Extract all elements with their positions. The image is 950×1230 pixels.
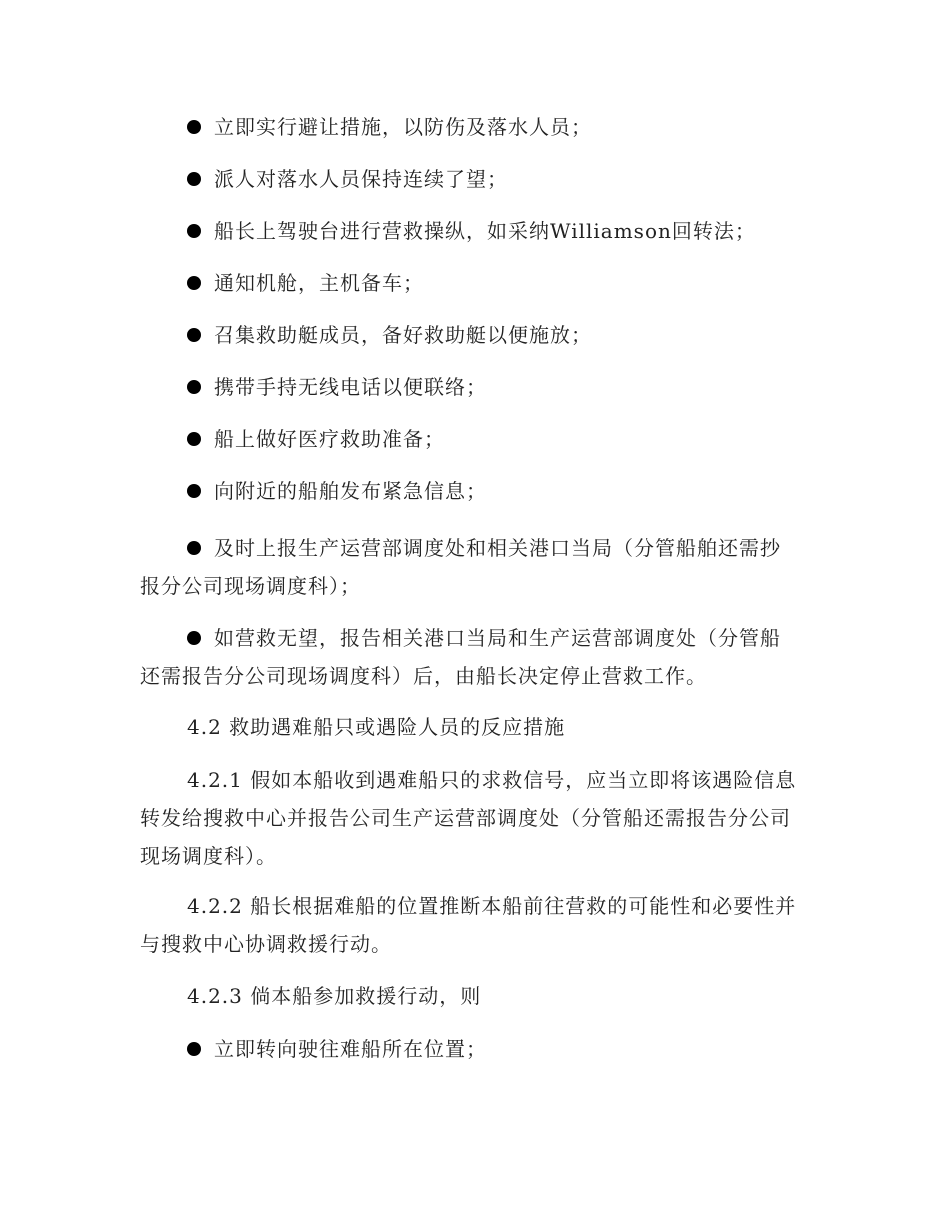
bullet-icon <box>187 328 201 342</box>
list-item-text: 携带手持无线电话以便联络； <box>214 375 487 399</box>
bullet-icon <box>187 484 201 498</box>
list-item-text: 派人对落水人员保持连续了望； <box>214 167 508 191</box>
list-item-text: 向附近的船舶发布紧急信息； <box>214 479 487 503</box>
bullet-paragraph <box>140 619 800 695</box>
list-item <box>187 218 756 244</box>
list-item-text: 召集救助艇成员，备好救助艇以便施放； <box>214 323 592 347</box>
list-item-text: 船长上驾驶台进行营救操纵，如采纳Williamson回转法； <box>214 219 756 243</box>
list-item <box>187 322 592 348</box>
paragraph: 4.2.3 倘本船参加救援行动，则 <box>187 984 482 1008</box>
bullet-icon <box>187 432 201 446</box>
section-heading: 4.2 救助遇难船只或遇险人员的反应措施 <box>187 715 566 739</box>
bullet-icon <box>187 224 201 238</box>
bullet-icon <box>187 380 201 394</box>
list-item <box>187 426 445 452</box>
list-item-text: 立即实行避让措施，以防伤及落水人员； <box>214 115 592 139</box>
paragraph: 4.2.2 船长根据难船的位置推断本船前往营救的可能性和必要性并与搜救中心协调救援行动。 <box>140 894 797 956</box>
list-item <box>187 270 424 296</box>
bullet-icon <box>187 1042 201 1056</box>
bullet-icon <box>187 276 201 290</box>
list-item <box>187 478 487 504</box>
bullet-icon <box>187 541 201 555</box>
bullet-icon <box>187 631 201 645</box>
list-item <box>187 166 508 192</box>
list-item <box>187 114 592 140</box>
bullet-icon <box>187 172 201 186</box>
bullet-paragraph-text: 及时上报生产运营部调度处和相关港口当局（分管船舶还需抄报分公司现场调度科）； <box>140 536 781 598</box>
list-item-text: 立即转向驶往难船所在位置； <box>214 1037 487 1061</box>
paragraph: 4.2.1 假如本船收到遇难船只的求救信号，应当立即将该遇险信息转发给搜救中心并报告公司生产运营部调度处（分管船还需报告分公司现场调度科）。 <box>140 768 797 868</box>
bullet-icon <box>187 120 201 134</box>
bullet-paragraph <box>140 529 800 605</box>
list-item-text: 船上做好医疗救助准备； <box>214 427 445 451</box>
bullet-paragraph-text: 如营救无望，报告相关港口当局和生产运营部调度处（分管船还需报告分公司现场调度科）后，由船长决定停止营救工作。 <box>140 626 781 688</box>
list-item <box>187 1036 487 1062</box>
list-item <box>187 374 487 400</box>
list-item-text: 通知机舱，主机备车； <box>214 271 424 295</box>
